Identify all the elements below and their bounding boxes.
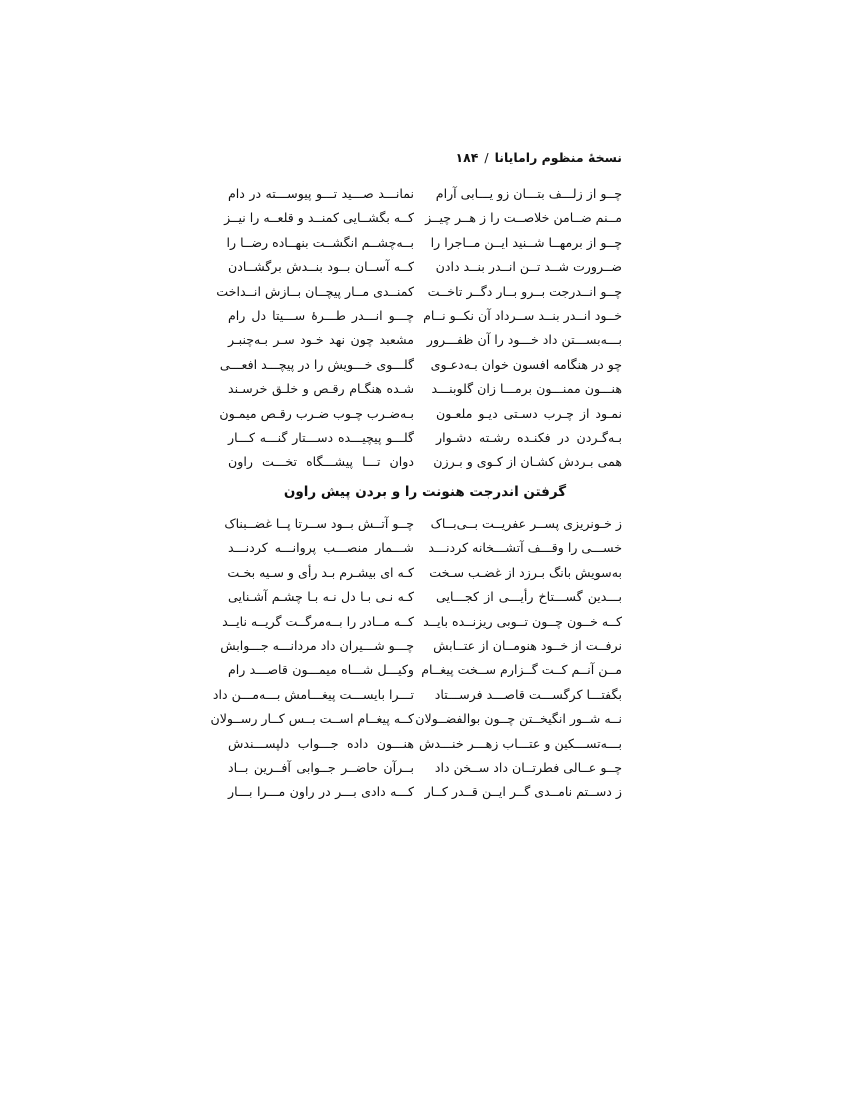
second-hemistich: چـــو انـــدر طـــرهٔ ســـیتا دل رام	[228, 307, 414, 323]
second-hemistich: تـــرا بایســـت پیغـــامش بـــه‌مـــن داد	[212, 686, 414, 702]
couplet	[212, 683, 622, 707]
couplet	[228, 536, 622, 560]
first-hemistich: نرفــت از خــود هنومــان از عتــابش	[433, 637, 622, 653]
couplet	[222, 610, 622, 634]
first-hemistich: بـــه‌تســـکین و عتـــاب زهـــر خنـــدش	[418, 735, 622, 751]
first-hemistich: بـه‌گـردن در فکنـده رشـته دشـوار	[436, 429, 622, 445]
first-hemistich: به‌سویش بانگ بـرزد از غضـب سـخت	[429, 564, 622, 580]
first-hemistich: ز خـونریزی پســر عفریــت بــی‌بــاک	[430, 516, 622, 531]
couplet	[210, 707, 622, 731]
book-title: نسخهٔ منظوم رامایانا	[494, 150, 622, 165]
couplet	[220, 634, 622, 658]
couplet	[228, 377, 622, 401]
second-hemistich: وکیـــل شـــاه میمـــون قاصـــد رام	[228, 662, 414, 678]
first-hemistich: نــه شــور انگیخــتن چــون بوالفضــولان	[415, 711, 622, 727]
second-hemistich: دوان تـــا پیشـــگاه تخـــت راون	[228, 454, 414, 470]
first-hemistich: ز دســتم نامــدی گــر ایــن قــدر کــار	[424, 784, 622, 800]
couplet	[228, 732, 622, 756]
first-hemistich: خســـی را وقـــف آتشـــخانه کردنـــد	[428, 540, 622, 556]
running-header	[455, 150, 622, 165]
first-hemistich: مــنم ضــامن خلاصــت را ز هــر چیــز	[425, 210, 622, 226]
second-hemistich: کــه پیغــام اســت بــس کــار رســولان	[210, 711, 414, 727]
second-hemistich: کمنــدی مــار پیچــان بــازش انــداخت	[216, 283, 414, 299]
couplet	[228, 304, 622, 328]
second-hemistich: بــه‌چشــم انگشــت بنهــاده رضــا را	[226, 234, 414, 250]
couplet	[216, 280, 622, 304]
section-heading: گرفتن اندرجت هنونت را و بردن پیش راون	[283, 484, 567, 500]
second-hemistich: شـده هنگـام رقـص و خلـق خرسـند	[228, 381, 414, 397]
first-hemistich: چــو از زلـــف بتـــان زو یـــابی آرام	[435, 186, 622, 201]
first-hemistich: چــو انــدرجت بــرو بــار دگــر تاخــت	[427, 283, 622, 299]
second-hemistich: هنـــون داده جـــواب دلپســـندش	[228, 735, 414, 751]
first-hemistich: چــو عــالی فطرتــان داد ســخن داد	[434, 759, 622, 775]
first-hemistich: همی بـردش کشـان از کـوی و بـرزن	[433, 454, 622, 470]
page-number: ۱۸۴	[455, 150, 479, 165]
second-hemistich: کـه نـی بـا دل نـه بـا چشـم آشـنایی	[228, 589, 414, 605]
couplet	[228, 182, 622, 206]
second-hemistich: چــو آتــش بــود ســرتا پــا غضــبناک	[224, 516, 414, 531]
second-hemistich: کــه بگشــایی کمنــد و قلعــه را نیــز	[224, 210, 414, 226]
first-hemistich: بـــدین گســـتاخ رأیـــی از کجـــایی	[436, 589, 622, 605]
first-hemistich: ضــرورت شــد تــن انــدر بنــد دادن	[435, 259, 622, 275]
first-hemistich: چــو از برمهــا شــنید ایــن مــاجرا را	[430, 234, 622, 250]
second-hemistich: گلـــو پیچیـــده دســـتار گنـــه کـــار	[228, 429, 414, 445]
couplet	[228, 585, 622, 609]
couplet	[228, 231, 622, 255]
couplet	[228, 450, 622, 474]
couplet	[228, 658, 622, 682]
second-hemistich: کـه ای بیشـرم بـد رأی و سـیه بخـت	[227, 564, 414, 580]
second-hemistich: شـــمار منصـــب پروانـــه کردنـــد	[228, 540, 414, 556]
couplet	[228, 756, 622, 780]
couplet	[228, 328, 622, 352]
second-hemistich: نمانـــد صـــید تـــو پیوســـته در دام	[228, 186, 414, 201]
couplet	[228, 426, 622, 450]
couplet	[224, 206, 622, 230]
first-hemistich: هنـــون ممنـــون برمـــا زان گلوبنـــد	[431, 381, 622, 397]
first-hemistich: مــن آنــم کــت گــزارم ســخت پیغــام	[421, 662, 622, 678]
couplet	[224, 512, 622, 536]
couplet	[219, 353, 622, 377]
second-hemistich: کـــه دادی بـــر در راون مـــرا بـــار	[228, 784, 414, 800]
header-separator: /	[484, 150, 489, 165]
first-hemistich: نمـود از چـرب دسـتی دیـو ملعـون	[436, 405, 622, 421]
couplet	[228, 780, 622, 804]
second-hemistich: بــرآن حاضــر جــوابی آفــرین بــاد	[228, 759, 414, 775]
first-hemistich: بگفتـــا کرگســـت قاصـــد فرســـتاد	[434, 686, 622, 702]
second-hemistich: کــه آســان بــود بنــدش برگشــادن	[228, 259, 414, 275]
first-hemistich: کــه خــون چــون تــوبی ریزنــده بایــد	[423, 613, 622, 629]
first-hemistich: چو در هنگامه افسون خوان بـه‌دعـوی	[430, 356, 622, 372]
first-hemistich: بـــه‌بســـتن داد خـــود را آن ظفـــرور	[426, 332, 622, 348]
couplet	[228, 561, 622, 585]
verse-block-2	[210, 512, 622, 805]
second-hemistich: کــه مــادر را بــه‌مرگــت گریــه نایــد	[222, 613, 414, 629]
couplet	[219, 402, 622, 426]
second-hemistich: گلـــوی خـــویش را در پیچـــد افعـــی	[219, 356, 414, 372]
second-hemistich: چـــو شـــیران داد مردانـــه جـــوابش	[220, 637, 414, 653]
verse-block-1	[216, 182, 622, 475]
second-hemistich: مشعبد چون نهد خـود سـر بـه‌چنبـر	[228, 332, 414, 348]
second-hemistich: بـه‌ضـرب چـوب ضـرب رقـص میمـون	[219, 405, 414, 421]
couplet	[228, 255, 622, 279]
first-hemistich: خــود انــدر بنــد ســرداد آن نکــو نــام	[423, 307, 622, 323]
